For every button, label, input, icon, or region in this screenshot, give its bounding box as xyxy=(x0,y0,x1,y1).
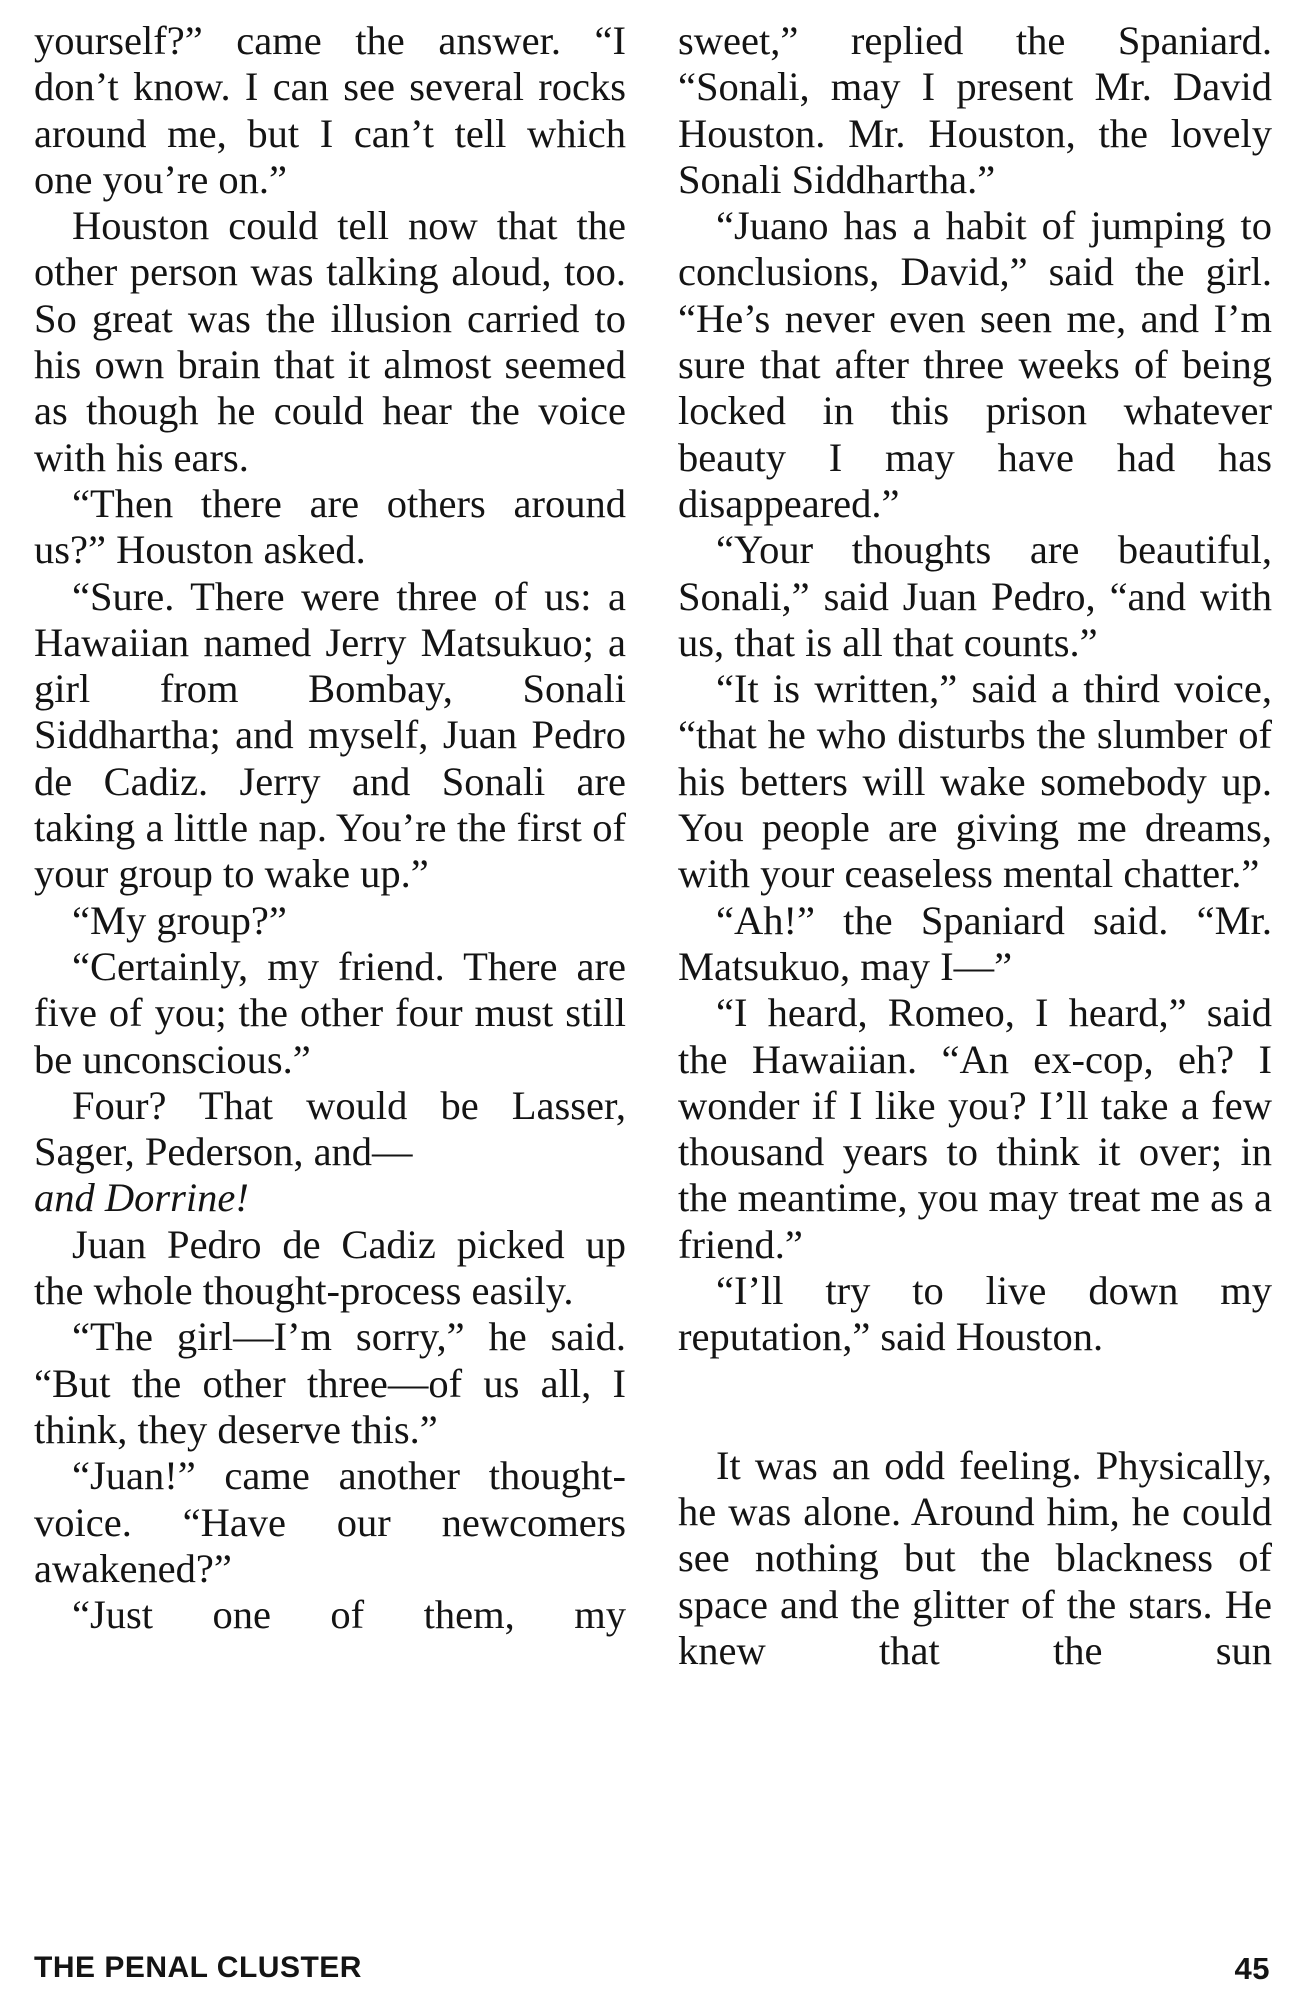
paragraph: yourself?” came the answer. “I don’t know. I can see several rocks around me, but I can’t tell which one you’re on.” xyxy=(34,18,626,202)
page-number: 45 xyxy=(1234,1951,1270,1986)
page-footer xyxy=(34,1951,1270,1991)
paragraph: “The girl—I’m sorry,” he said. “But the other three—of us all, I think, they deserve this.” xyxy=(34,1314,626,1452)
paragraph: “Juano has a habit of jumping to conclusions, David,” said the girl. “He’s never even seen me, and I’m sure that after three weeks of being locked in this prison whatever beauty I may have had has disappeared.” xyxy=(678,203,1272,526)
paragraph: Juan Pedro de Cadiz picked up the whole thought-process easily. xyxy=(34,1221,626,1314)
paragraph: “I’ll try to live down my reputation,” said Houston. xyxy=(678,1268,1272,1360)
paragraph: “I heard, Romeo, I heard,” said the Hawaiian. “An ex-cop, eh? I wonder if I like you? I’ll take a few thousand years to think it over; in the meantime, you may treat me as a friend.” xyxy=(678,990,1272,1267)
paragraph: Four? That would be Lasser, Sager, Pederson, and— xyxy=(34,1082,626,1175)
paragraph: Houston could tell now that the other person was talking aloud, too. So great was the illusion carried to his own brain that it almost seemed as though he could hear the voice with his ears. xyxy=(34,203,626,480)
paragraph: “Just one of them, my xyxy=(72,1592,626,1638)
paragraph: “Your thoughts are beautiful, Sonali,” said Juan Pedro, “and with us, that is all that counts.” xyxy=(678,527,1272,665)
paragraph: It was an odd feeling. Physically, he was alone. Around him, he could see nothing but the blackness of space and the glitter of the stars. He knew that the sun xyxy=(678,1442,1272,1673)
running-title: THE PENAL CLUSTER xyxy=(34,1951,362,1984)
italic-line: and Dorrine! xyxy=(34,1175,249,1221)
paragraph: sweet,” replied the Spaniard. “Sonali, may I present Mr. David Houston. Mr. Houston, the lovely Sonali Siddhartha.” xyxy=(678,18,1272,202)
paragraph: “Juan!” came another thought-voice. “Have our newcomers awakened?” xyxy=(34,1453,626,1591)
paragraph: “Ah!” the Spaniard said. “Mr. Matsukuo, may I—” xyxy=(678,897,1272,989)
paragraph: “Then there are others around us?” Houston asked. xyxy=(34,480,626,573)
paragraph: “It is written,” said a third voice, “that he who disturbs the slumber of his betters will wake somebody up. You people are giving me dreams, with your ceaseless mental chatter.” xyxy=(678,666,1272,897)
right-text-column xyxy=(678,18,1272,1674)
paragraph: “Certainly, my friend. There are five of you; the other four must still be unconscious.” xyxy=(34,943,626,1082)
paragraph: “My group?” xyxy=(72,897,287,943)
left-text-column xyxy=(34,18,626,1638)
paragraph: “Sure. There were three of us: a Hawaiian named Jerry Matsukuo; a girl from Bombay, Sonali Siddhartha; and myself, Juan Pedro de Cadiz. Jerry and Sonali are taking a little nap. You’re the first of your group to wake up.” xyxy=(34,573,626,897)
